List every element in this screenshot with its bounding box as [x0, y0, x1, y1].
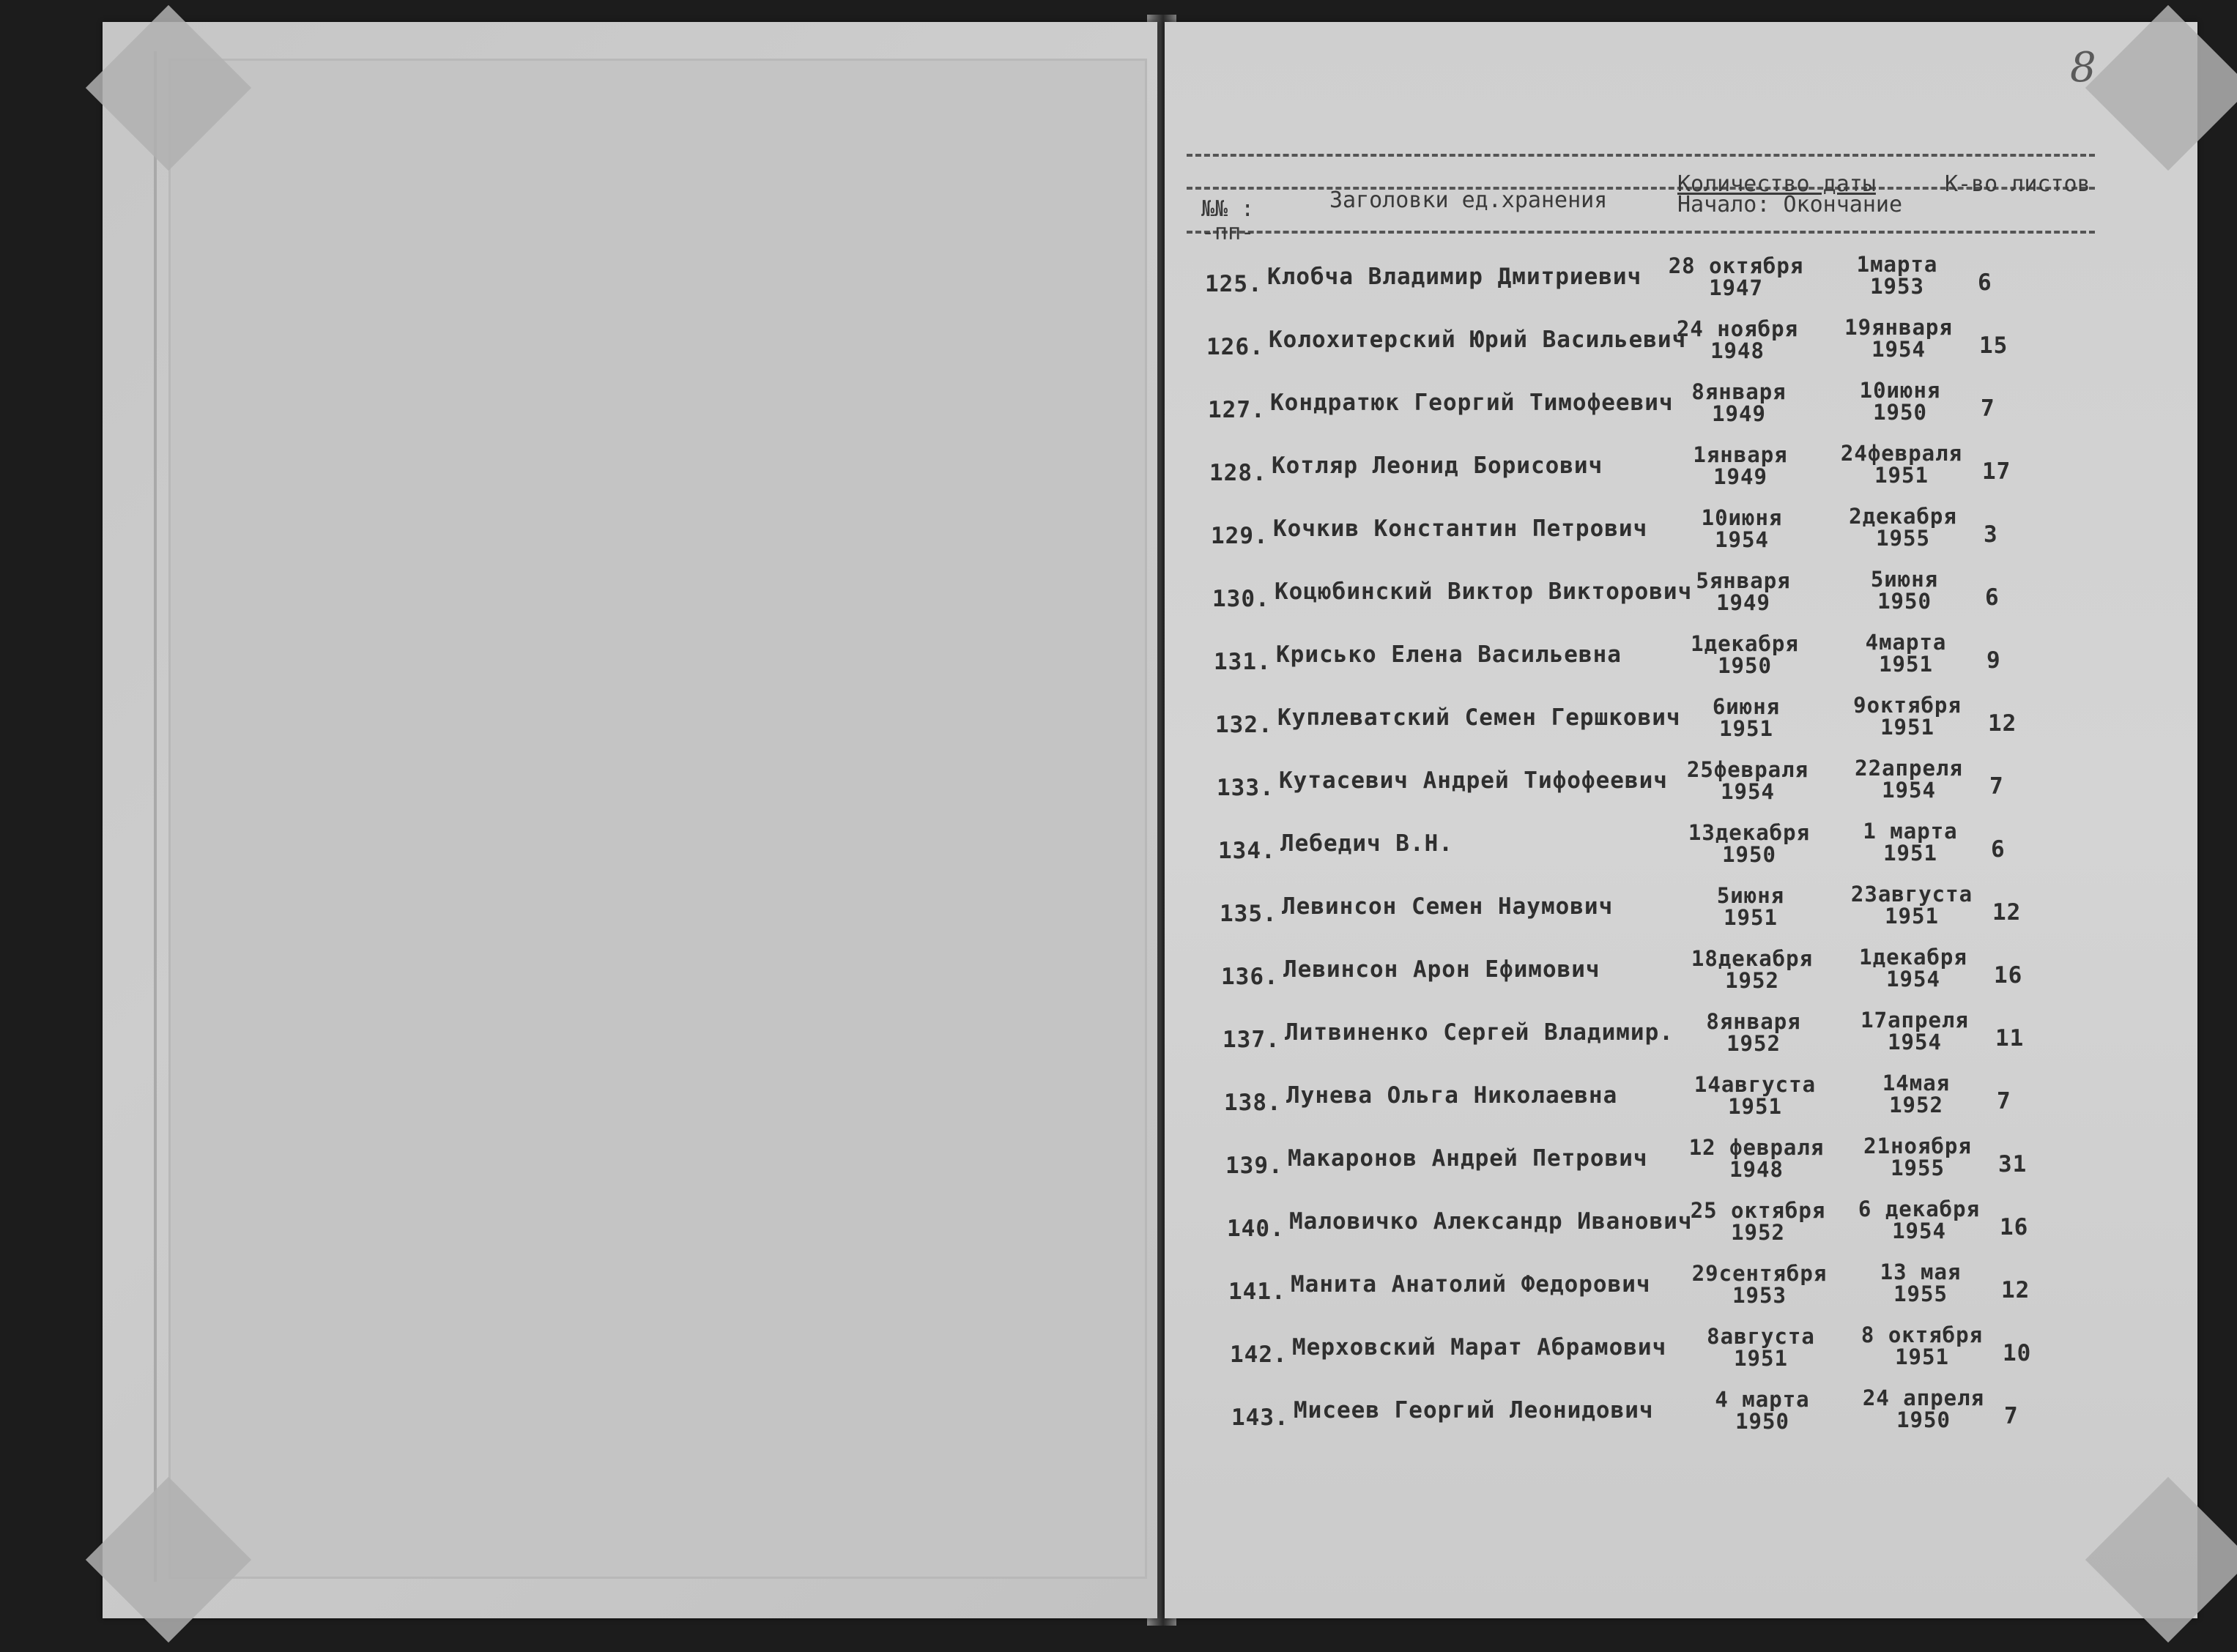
row-name: Лунева Ольга Николаевна	[1286, 1082, 1618, 1109]
row-name: Кутасевич Андрей Тифофеевич	[1279, 767, 1668, 794]
table-row	[0, 882, 2237, 945]
row-name: Кондратюк Георгий Тимофеевич	[1270, 390, 1674, 416]
sheet-count: 9	[1986, 647, 2001, 674]
start-year: 1949	[1713, 464, 1767, 489]
end-year: 1950	[1873, 400, 1927, 425]
end-year: 1954	[1892, 1218, 1946, 1243]
end-day: 2декабря	[1849, 504, 1957, 529]
sheet-count: 31	[1998, 1151, 2028, 1177]
sheet-count: 16	[1994, 962, 2023, 989]
start-day: 10июня	[1701, 505, 1783, 530]
row-name: Мерховский Марат Абрамович	[1292, 1334, 1667, 1361]
start-year: 1949	[1716, 590, 1770, 615]
start-day: 24 ноября	[1676, 316, 1799, 341]
header-bottom-rule	[1187, 231, 2095, 234]
end-day: 17апреля	[1861, 1008, 1969, 1032]
sheet-count: 10	[2003, 1340, 2032, 1366]
start-day: 4 марта	[1715, 1387, 1810, 1412]
start-day: 5января	[1696, 568, 1791, 593]
table-row	[0, 1260, 2237, 1322]
row-name: Куплеватский Семен Гершкович	[1277, 704, 1681, 731]
row-name: Левинсон Семен Наумович	[1282, 893, 1614, 920]
end-year: 1954	[1871, 337, 1926, 362]
start-day: 18декабря	[1691, 946, 1814, 971]
end-day: 24февраля	[1840, 441, 1963, 466]
row-number: 135.	[1220, 901, 1277, 927]
start-year: 1953	[1732, 1283, 1787, 1308]
row-name: Макаронов Андрей Петрович	[1288, 1145, 1648, 1172]
sheet-count: 12	[2001, 1277, 2030, 1303]
start-year: 1950	[1718, 653, 1772, 678]
header-top-rule	[1187, 154, 2095, 157]
end-year: 1954	[1886, 967, 1940, 991]
row-number: 136.	[1221, 964, 1279, 990]
table-row	[0, 945, 2237, 1008]
sheet-count: 6	[1985, 584, 2000, 611]
end-day: 9октября	[1853, 693, 1962, 718]
end-day: 8 октября	[1861, 1322, 1984, 1347]
start-day: 25февраля	[1686, 757, 1809, 782]
start-day: 28 октября	[1668, 253, 1804, 278]
row-name: Крисько Елена Васильевна	[1276, 641, 1622, 668]
start-day: 29сентября	[1691, 1261, 1828, 1286]
end-year: 1953	[1870, 274, 1924, 299]
start-year: 1950	[1722, 842, 1776, 867]
header-number-sub: -пп-	[1201, 220, 1255, 245]
row-name: Манита Анатолий Федорович	[1291, 1271, 1651, 1298]
end-day: 6 декабря	[1858, 1197, 1981, 1221]
table-row	[0, 819, 2237, 882]
start-day: 6июня	[1712, 694, 1781, 719]
start-year: 1952	[1725, 968, 1779, 993]
row-name: Колохитерский Юрий Васильевич	[1269, 327, 1687, 353]
start-day: 8августа	[1707, 1324, 1815, 1349]
end-day: 1декабря	[1859, 945, 1967, 970]
end-day: 21ноября	[1863, 1134, 1972, 1158]
end-day: 4марта	[1865, 630, 1947, 655]
table-row	[0, 630, 2237, 693]
end-year: 1951	[1883, 841, 1937, 866]
start-day: 25 октября	[1690, 1198, 1826, 1223]
row-number: 138.	[1224, 1090, 1282, 1116]
row-name: Клобча Владимир Дмитриевич	[1267, 264, 1642, 290]
table-row	[0, 1197, 2237, 1260]
table-row	[0, 378, 2237, 441]
sheet-count: 7	[1997, 1088, 2011, 1115]
start-day: 14августа	[1693, 1072, 1817, 1097]
sheet-count: 12	[1988, 710, 2017, 737]
start-year: 1949	[1712, 401, 1766, 426]
start-year: 1952	[1726, 1031, 1781, 1056]
start-year: 1951	[1724, 905, 1778, 930]
row-number: 132.	[1215, 712, 1273, 738]
table-row	[0, 441, 2237, 504]
row-number: 143.	[1231, 1404, 1289, 1431]
sheet-count: 11	[1995, 1025, 2025, 1052]
start-day: 5июня	[1716, 883, 1785, 908]
row-number: 129.	[1211, 523, 1269, 549]
row-number: 139.	[1225, 1153, 1283, 1179]
sheet-count: 17	[1982, 458, 2011, 485]
table-row	[0, 504, 2237, 567]
header-title: Заголовки ед.хранения	[1329, 187, 1608, 213]
header-dates-sub: Начало: Окончание	[1677, 192, 1903, 217]
table-row	[0, 756, 2237, 819]
row-name: Маловичко Александр Иванович	[1289, 1208, 1693, 1235]
sheet-count: 6	[1991, 836, 2006, 863]
end-year: 1951	[1880, 715, 1934, 740]
end-day: 23августа	[1850, 882, 1973, 907]
row-number: 137.	[1223, 1027, 1280, 1053]
end-year: 1955	[1893, 1281, 1948, 1306]
end-year: 1951	[1874, 463, 1929, 488]
start-day: 1декабря	[1691, 631, 1799, 656]
header-dates: Количество даты	[1677, 171, 1876, 197]
sheet-count: 3	[1984, 521, 1998, 548]
row-number: 125.	[1205, 271, 1263, 297]
table-row	[0, 693, 2237, 756]
table-row	[0, 1322, 2237, 1385]
start-year: 1951	[1728, 1094, 1782, 1119]
row-name: Мисеев Георгий Леонидович	[1294, 1397, 1654, 1424]
start-day: 12 февраля	[1688, 1135, 1825, 1160]
table-row	[0, 315, 2237, 378]
sheet-count: 16	[2000, 1214, 2029, 1240]
start-year: 1950	[1735, 1409, 1789, 1434]
end-day: 13 мая	[1880, 1260, 1962, 1284]
start-day: 8января	[1691, 379, 1787, 404]
table-row	[0, 567, 2237, 630]
header-number: №№ :	[1201, 196, 1255, 222]
start-day: 13декабря	[1688, 820, 1811, 845]
start-year: 1952	[1731, 1220, 1785, 1245]
row-number: 134.	[1218, 838, 1276, 864]
row-number: 141.	[1228, 1279, 1286, 1305]
row-number: 128.	[1209, 460, 1267, 486]
end-year: 1950	[1877, 589, 1932, 614]
row-number: 126.	[1206, 334, 1264, 360]
end-year: 1955	[1876, 526, 1930, 551]
row-name: Лебедич В.Н.	[1280, 830, 1453, 857]
sheet-count: 6	[1978, 269, 1992, 296]
row-name: Коцюбинский Виктор Викторович	[1275, 578, 1693, 605]
row-name: Котляр Леонид Борисович	[1272, 453, 1603, 479]
start-year: 1954	[1721, 779, 1775, 804]
archive-sheet-number: 8	[2070, 44, 2096, 92]
row-number: 133.	[1217, 775, 1275, 801]
table-row	[0, 1071, 2237, 1134]
end-year: 1954	[1888, 1030, 1942, 1054]
start-day: 1января	[1693, 442, 1788, 467]
row-number: 127.	[1208, 397, 1266, 423]
sheet-count: 7	[1981, 395, 1995, 422]
sheet-count: 15	[1979, 332, 2008, 359]
row-number: 130.	[1212, 586, 1270, 612]
end-day: 22апреля	[1855, 756, 1963, 781]
end-year: 1952	[1889, 1093, 1943, 1117]
header-sheets: К-во листов	[1945, 171, 2091, 197]
row-number: 142.	[1230, 1342, 1288, 1368]
start-year: 1948	[1729, 1157, 1784, 1182]
start-day: 8января	[1706, 1009, 1801, 1034]
end-year: 1951	[1885, 904, 1939, 929]
end-day: 5июня	[1870, 567, 1939, 592]
end-day: 24 апреля	[1862, 1385, 1985, 1410]
start-year: 1947	[1709, 275, 1763, 300]
sheet-count: 7	[2004, 1403, 2019, 1429]
start-year: 1954	[1715, 527, 1769, 552]
table-row	[0, 1385, 2237, 1448]
start-year: 1951	[1719, 716, 1773, 741]
end-year: 1950	[1896, 1407, 1951, 1432]
end-day: 19января	[1844, 315, 1953, 340]
row-number: 140.	[1227, 1216, 1285, 1242]
end-day: 1 марта	[1863, 819, 1958, 844]
end-year: 1951	[1895, 1344, 1949, 1369]
end-year: 1951	[1879, 652, 1933, 677]
end-year: 1955	[1891, 1156, 1945, 1180]
table-row	[0, 1008, 2237, 1071]
sheet-count: 7	[1989, 773, 2004, 800]
row-name: Левинсон Арон Ефимович	[1283, 956, 1600, 983]
row-number: 131.	[1214, 649, 1272, 675]
end-day: 14мая	[1882, 1071, 1951, 1095]
end-year: 1954	[1882, 778, 1936, 803]
start-year: 1951	[1734, 1346, 1788, 1371]
row-name: Литвиненко Сергей Владимир.	[1285, 1019, 1674, 1046]
end-day: 1марта	[1856, 252, 1938, 277]
row-name: Кочкив Константин Петрович	[1273, 516, 1648, 542]
sheet-count: 12	[1992, 899, 2022, 926]
end-day: 10июня	[1859, 378, 1941, 403]
table-row	[0, 1134, 2237, 1197]
start-year: 1948	[1710, 338, 1765, 363]
table-row	[0, 252, 2237, 315]
